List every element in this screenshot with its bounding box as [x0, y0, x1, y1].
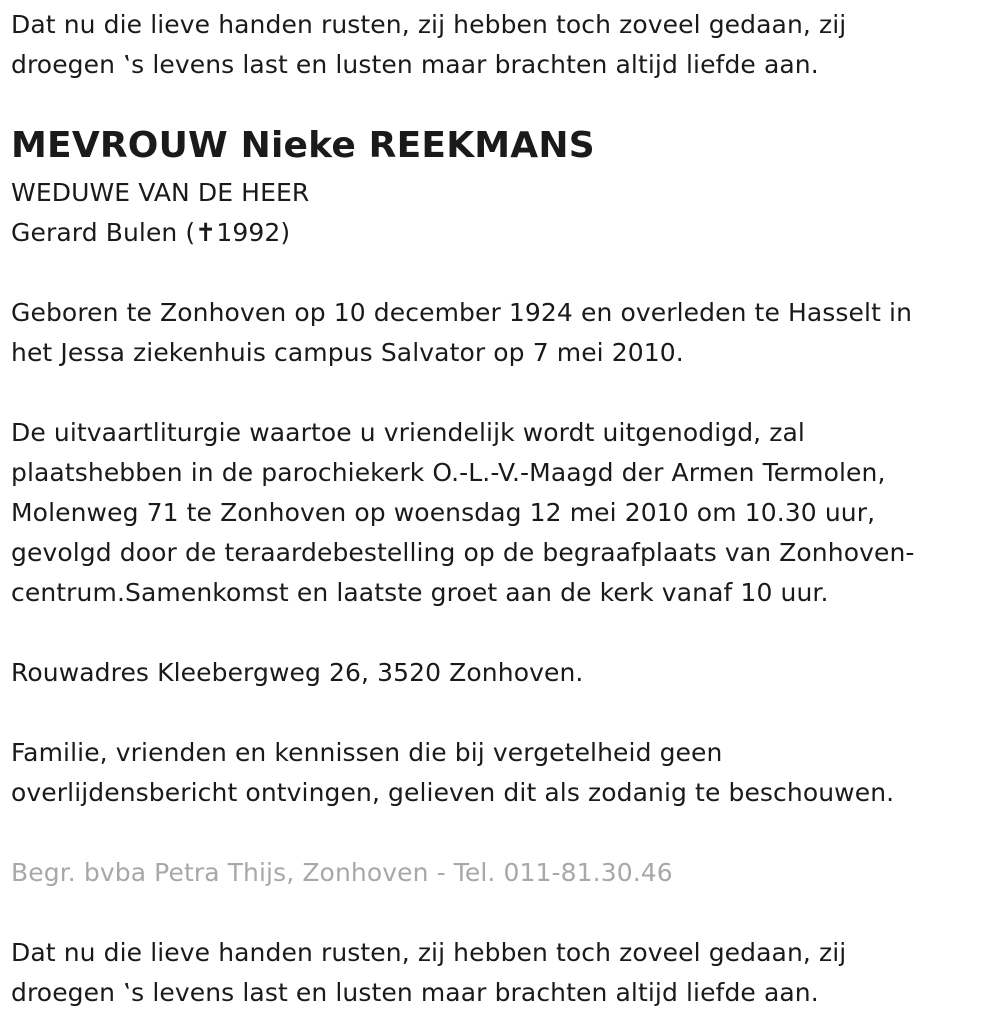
- poem-bottom-line-1: Dat nu die lieve handen rusten, zij hebben toch zoveel gedaan, zij: [11, 938, 847, 967]
- widow-of-line: WEDUWE VAN DE HEER: [11, 178, 310, 207]
- birth-death-line-1: Geboren te Zonhoven op 10 december 1924 en overleden te Hasselt in: [11, 298, 913, 327]
- poem-top-line-1: Dat nu die lieve handen rusten, zij hebben toch zoveel gedaan, zij: [11, 10, 847, 39]
- family-note-line-2: overlijdensbericht ontvingen, gelieven dit als zodanig te beschouwen.: [11, 778, 895, 807]
- poem-bottom-line-2: droegen ‛s levens last en lusten maar brachten altijd liefde aan.: [11, 978, 819, 1007]
- ceremony-line-3: Molenweg 71 te Zonhoven op woensdag 12 mei 2010 om 10.30 uur,: [11, 498, 876, 527]
- deceased-name-title: MEVROUW Nieke REEKMANS: [11, 125, 595, 166]
- ceremony-line-2: plaatshebben in de parochiekerk O.-L.-V.-Maagd der Armen Termolen,: [11, 458, 886, 487]
- birth-death-line-2: het Jessa ziekenhuis campus Salvator op 7 mei 2010.: [11, 338, 684, 367]
- ceremony-line-4: gevolgd door de teraardebestelling op de begraafplaats van Zonhoven-: [11, 538, 915, 567]
- poem-top-line-2: droegen ‛s levens last en lusten maar brachten altijd liefde aan.: [11, 50, 819, 79]
- mourning-address: Rouwadres Kleebergweg 26, 3520 Zonhoven.: [11, 658, 584, 687]
- husband-line: Gerard Bulen (✝1992): [11, 218, 291, 247]
- ceremony-line-5: centrum.Samenkomst en laatste groet aan de kerk vanaf 10 uur.: [11, 578, 829, 607]
- undertaker-info: Begr. bvba Petra Thijs, Zonhoven - Tel. 011-81.30.46: [11, 858, 673, 887]
- ceremony-line-1: De uitvaartliturgie waartoe u vriendelijk wordt uitgenodigd, zal: [11, 418, 805, 447]
- family-note-line-1: Familie, vrienden en kennissen die bij vergetelheid geen: [11, 738, 723, 767]
